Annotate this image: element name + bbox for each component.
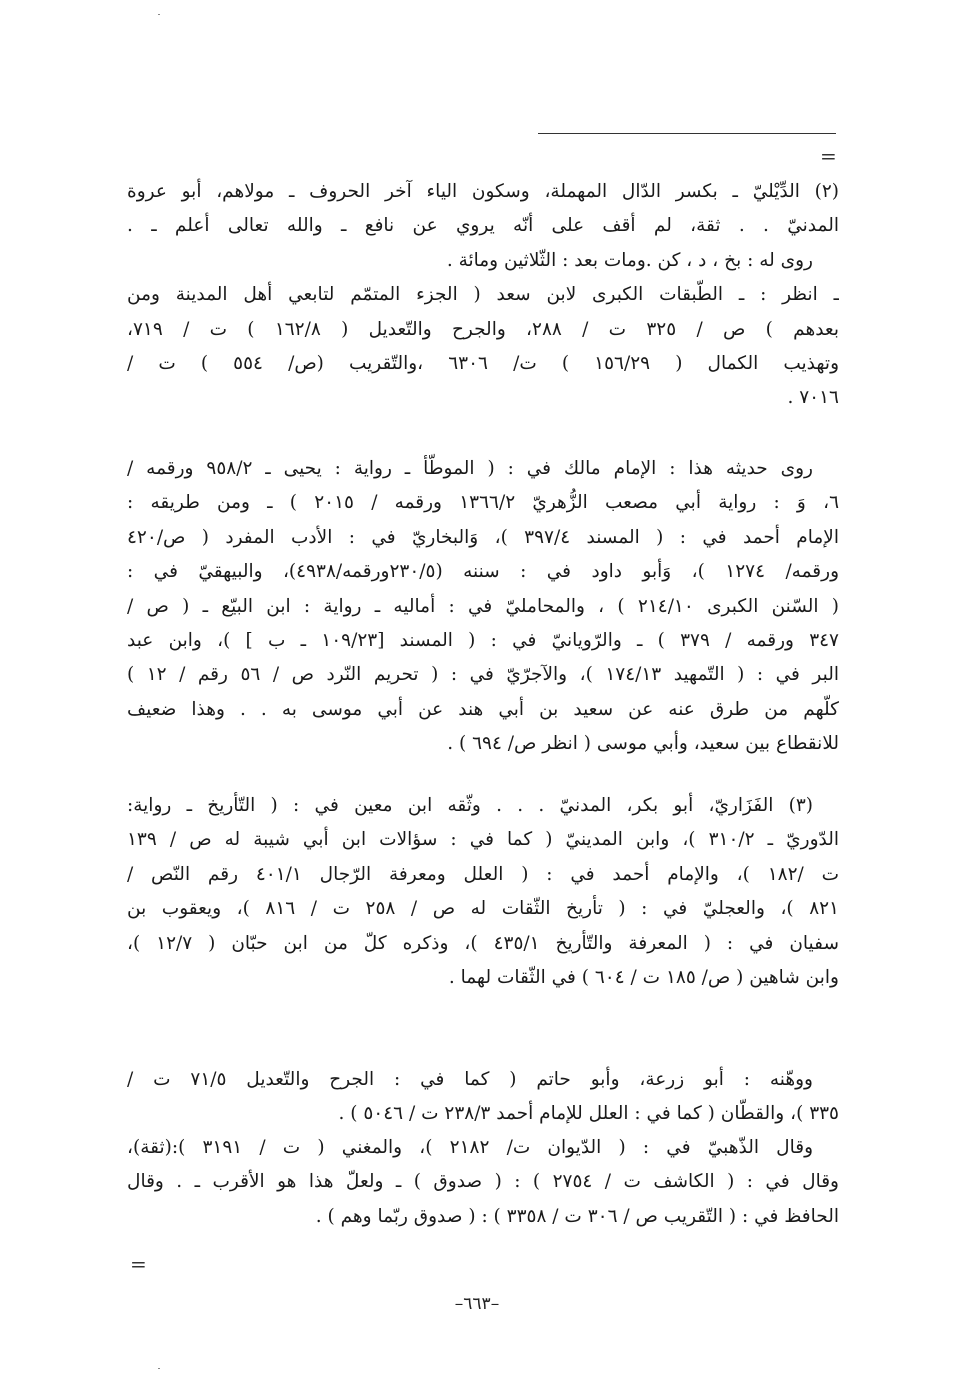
footnote-3 (127, 789, 839, 995)
text-line: ٦، وَ : رواية أبي مصعب الزُّهريّ ١٣٦٦/٢ ورقمه / ٢٠١٥ ) ـ ومن طريقه : (127, 492, 839, 514)
continuation-mark-top: = (820, 144, 837, 168)
text-line: وقال الذّهبيّ في : ( الدّيوان ت/ ٢١٨٢ )، والمغني ( ت / ٣١٩١ ):(ثقة)، (127, 1137, 814, 1158)
text-line: الحافظ في : ( التّقريب ص / ٣٠٦ ت / ٣٣٥٨ ) : ( صدوق ربّما وهم ) . (315, 1205, 839, 1227)
text-line: (٣) الفَزَاريّ، أبو بكر، المدنيّ . . . وثّقه ابن معين في : ( التّأريخ ـ رواية: (127, 795, 813, 816)
text-line: ورقمه/ ١٢٧٤ )، وَأبو داود في : سننه (٢٣٠/٥ورقمه/٤٩٣٨)، والبيهقيّ في : (127, 561, 839, 583)
text-line: للانقطاع بين سعيد، وأبي موسى ( انظر ص/ ٦٩٤ ) . (447, 733, 839, 755)
text-line: كلّهم من طرق عنه عن سعيد بن أبي هند عن أبي موسى به . . وهذا ضعيف (127, 698, 839, 720)
scan-speck (158, 1368, 160, 1369)
text-line: سفيان في : ( المعرفة والتّأريخ ٤٣٥/١ )، وذكره كلّ من ابن حبّان ( ١٢/٧ )، (127, 932, 839, 954)
text-line: بعدهم ) ص / ٣٢٥ ت / ٢٨٨، والجرح والتّعديل ( ١٦٢/٨ ) ت / ٧١٩، (127, 318, 839, 340)
text-line: وتهذيب الكمال ( ١٥٦/٢٩ ) ت/ ٦٣٠٦ ،والتّقريب (ص/ ٥٥٤ ) ت / (127, 353, 839, 375)
text-line: روى له : بخ ، د ، كن .ومات بعد : الثّلاثين ومائة . (446, 249, 813, 271)
text-line: ووهّنه : أبو زرعة، وأبو حاتم ( كما في : الجرح والتّعديل ٧١/٥ ت / (127, 1069, 813, 1090)
text-line: ٣٤٧ ورقمه / ٣٧٩ ) ـ والرّويانيّ في : ( المسند [١٠٩/٢٣ ـ ب ] )، وابن عبد (127, 630, 839, 652)
dhahabi-paragraph (127, 1131, 839, 1234)
text-line: ( السّنن الكبرى ٢١٤/١٠ ) ، والمحامليّ في : أماليه ـ رواية : ابن البيّع ـ ( ص / (127, 595, 839, 617)
text-line: وقال في : ( الكاشف ت / ٢٧٥٤ ) : ( صدوق ) ـ ولعلّ هذا هو الأقرب ـ . وقال (127, 1171, 839, 1193)
text-line: وابن شاهين ( ص/ ١٨٥ ت / ٦٠٤ ) في الثّقات لهما . (448, 967, 839, 989)
weakening-paragraph (127, 1063, 839, 1132)
footnote-separator-rule (538, 133, 836, 134)
text-line: ٧٠١٦ . (787, 387, 839, 409)
text-line: البر في : ( التّمهيد ١٧٤/١٣ )، والآجرّيّ في : ( تحريم النّرد ص / ٥٦ رقم / ١٢ ) (127, 664, 839, 686)
page-number: –٦٦٣– (454, 1294, 500, 1314)
continuation-mark-bottom: = (130, 1252, 147, 1276)
text-line: ٣٣٥ )، والقطّان ( كما في : العلل للإمام أحمد ٢٣٨/٣ ت / ٥٠٤٦ ) . (338, 1103, 839, 1125)
hadith-sources-paragraph (127, 452, 839, 762)
text-line: ـ انظر : ـ الطّبقات الكبرى لابن سعد ( الجزء المتمّم لتابعي أهل المدينة ومن (127, 284, 839, 306)
text-line: (٢) الدِّيْليّ ـ بكسر الدّال المهملة، وسكون الياء آخر الحروف ـ مولاهم، أبو عروة (127, 181, 839, 202)
footnote-2 (127, 175, 839, 416)
text-line: الدّوريّ ـ ٣١٠/٢ )، وابن المدينيّ ( كما في : سؤالات ابن أبي شيبة له ص / ١٣٩ (127, 829, 839, 851)
scan-speck (158, 14, 160, 15)
text-line: المدنيّ . . ثقة، لم أقف على أنّه يروي عن نافع ـ والله تعالى أعلم ـ . (127, 215, 839, 237)
text-line: الإمام أحمد في : ( المسند ٣٩٧/٤ )، وَالبخاريّ في : الأدب المفرد ( ص/٤٢٠ (127, 526, 839, 548)
text-line: ت /١٨٢ )، والإمام أحمد في : ( العلل ومعرفة الرّجال ٤٠١/١ رقم النّص / (127, 863, 839, 885)
text-line: روى حديثه هذا : الإمام مالك في : ( الموطّأ ـ رواية : يحيى ـ ٩٥٨/٢ ورقمه / (127, 458, 813, 479)
text-line: ٨٢١ )، والعجليّ في : ( تأريخ الثّقات له ص / ٢٥٨ ت / ٨١٦ )، ويعقوب بن (127, 898, 839, 920)
